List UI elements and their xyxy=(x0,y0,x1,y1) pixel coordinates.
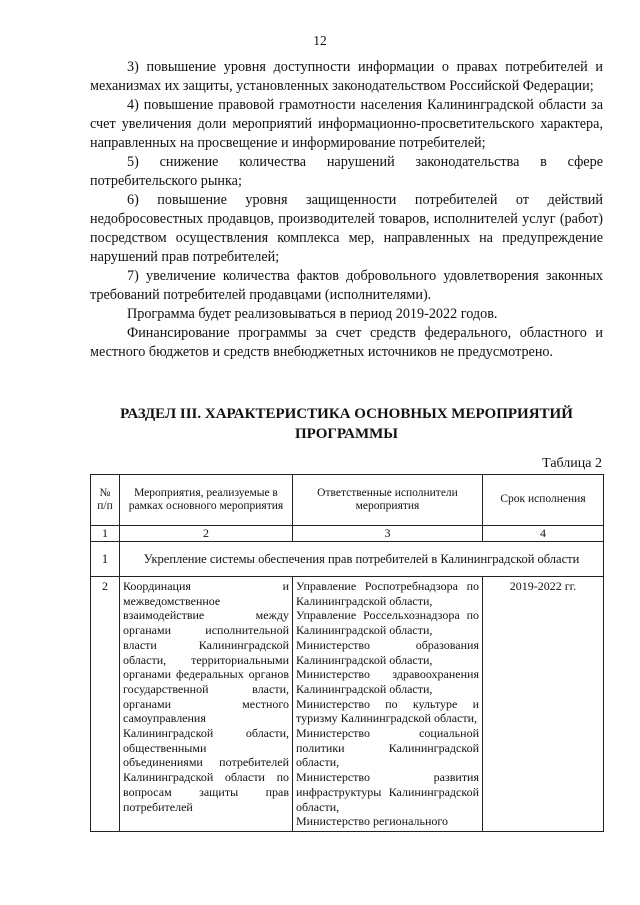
paragraph-item-3: 3) повышение уровня доступности информации о правах потребителей и механизмах их защиты, установленных законодательством Российской Федерации; xyxy=(90,59,603,94)
paragraph-item-7: 7) увеличение количества фактов добровольного удовлетворения законных требований потребителей продавцами (исполнителями). xyxy=(90,268,603,303)
column-number-cell: 3 xyxy=(293,526,483,542)
section-title xyxy=(90,404,603,444)
table-row xyxy=(91,577,604,832)
executor-item: Управление Роспотребнадзора по Калининградской области, xyxy=(296,579,479,608)
column-number-cell: 4 xyxy=(483,526,604,542)
executor-item: Министерство социальной политики Калининградской области, xyxy=(296,726,479,770)
page-number: 12 xyxy=(313,33,327,48)
paragraph-item-5: 5) снижение количества нарушений законодательства в сфере потребительского рынка; xyxy=(90,154,603,189)
section-title-line-2: ПРОГРАММЫ xyxy=(294,426,399,442)
row-activity: Координация и межведомственное взаимодействие между органами исполнительной власти Калининградской области, территориальными органами федеральных органов государственной власти, органами местного самоуправления Калининградской области, общественными объединениями потребителей Калининградской области по вопросам защиты прав потребителей xyxy=(120,577,293,832)
section-title-line-1: РАЗДЕЛ III. ХАРАКТЕРИСТИКА ОСНОВНЫХ МЕРОПРИЯТИЙ xyxy=(120,406,573,422)
header-activities: Мероприятия, реализуемые в рамках основного мероприятия xyxy=(120,475,293,526)
column-number-row xyxy=(91,526,604,542)
body-text xyxy=(90,58,603,362)
paragraph-item-6: 6) повышение уровня защищенности потребителей от действий недобросовестных продавцов, производителей товаров, исполнителей услуг (работ) посредством осуществления комплекса мер, направленных на предупреждение нарушений прав потребителей; xyxy=(90,192,603,265)
header-executors: Ответственные исполнители мероприятия xyxy=(293,475,483,526)
section-row-text: Укрепление системы обеспечения прав потребителей в Калининградской области xyxy=(120,542,604,577)
column-number-cell: 2 xyxy=(120,526,293,542)
section-row-number: 1 xyxy=(91,542,120,577)
executor-item: Министерство развития инфраструктуры Калининградской области, xyxy=(296,770,479,814)
table-section-row xyxy=(91,542,604,577)
row-executors xyxy=(293,577,483,832)
table-caption: Таблица 2 xyxy=(542,456,602,471)
executor-item: Министерство здравоохранения Калининградской области, xyxy=(296,667,479,696)
row-number: 2 xyxy=(91,577,120,832)
header-number: № п/п xyxy=(91,475,120,526)
executor-item: Управление Россельхознадзора по Калининградской области, xyxy=(296,608,479,638)
paragraph-financing: Финансирование программы за счет средств федерального, областного и местного бюджетов и средств внебюджетных источников не предусмотрено. xyxy=(90,325,603,360)
column-number-cell: 1 xyxy=(91,526,120,542)
executor-item: Министерство образования Калининградской области, xyxy=(296,637,479,667)
header-term: Срок исполнения xyxy=(483,475,604,526)
row-term: 2019-2022 гг. xyxy=(483,577,604,832)
paragraph-period: Программа будет реализовываться в период 2019-2022 годов. xyxy=(127,306,498,322)
paragraph-item-4: 4) повышение правовой грамотности населения Калининградской области за счет увеличения доли мероприятий информационно-просветительского характера, направленных на просвещение и информирование потребителей; xyxy=(90,97,603,151)
executor-item: Министерство по культуре и туризму Калининградской области, xyxy=(296,696,479,726)
activities-table xyxy=(90,474,604,832)
executor-item: Министерство регионального xyxy=(296,814,449,829)
table-header-row xyxy=(91,475,604,526)
